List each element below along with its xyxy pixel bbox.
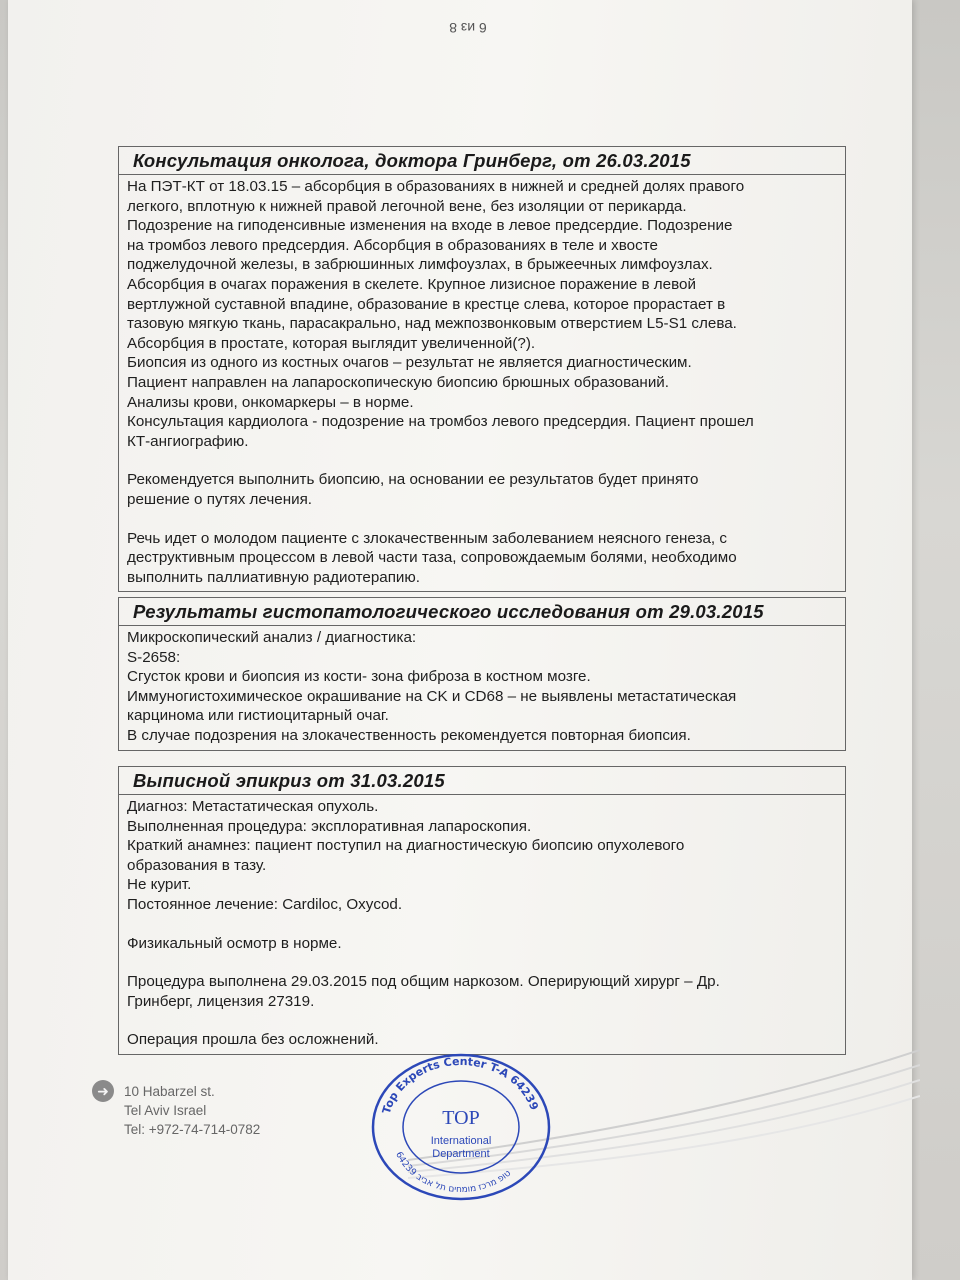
text-line: Абсорбция в простате, которая выглядит увеличенной(?).: [127, 334, 536, 352]
text-line: образования в тазу.: [127, 856, 267, 874]
text-line: Операция прошла без осложнений.: [127, 1031, 379, 1049]
stamp-ring-text: Top Experts Center T-A 64239: [379, 1054, 541, 1116]
text-line: карцинома или гистиоцитарный очаг.: [127, 707, 389, 725]
blank-line: [127, 915, 839, 934]
text-line: Краткий анамнез: пациент поступил на диагностическую биопсию опухолевого: [127, 837, 685, 855]
section-body: [119, 795, 845, 1054]
text-line: выполнить паллиативную радиотерапию.: [127, 568, 421, 586]
text-line: Консультация кардиолога - подозрение на тромбоз левого предсердия. Пациент прошел: [127, 413, 754, 431]
text-line: тазовую мягкую ткань, парасакрально, над межпозвонковым отверстием L5-S1 слева.: [127, 315, 737, 333]
location-arrow-icon: ➜: [92, 1080, 114, 1102]
section-title: Результаты гистопатологического исследования от 29.03.2015: [119, 598, 845, 626]
text-line: Абсорбция в очагах поражения в скелете. Крупное лизисное поражение в левой: [127, 275, 696, 293]
text-line: Сгусток крови и биопсия из кости- зона фиброза в костном мозге.: [127, 668, 591, 686]
text-line: Физикальный осмотр в норме.: [127, 934, 342, 952]
section-oncology-consultation: [118, 146, 846, 592]
section-body: [119, 175, 845, 591]
text-line: Анализы крови, онкомаркеры – в норме.: [127, 393, 414, 411]
text-line: деструктивным процессом в левой части таза, сопровождаемым болями, необходимо: [127, 549, 737, 567]
blank-line: [127, 953, 839, 972]
document-page: [8, 0, 912, 1280]
text-line: Диагноз: Метастатическая опухоль.: [127, 798, 379, 815]
footer-phone: Tel: +972-74-714-0782: [124, 1122, 261, 1137]
text-line: Не курит.: [127, 876, 192, 894]
page-number: 6 из 8: [449, 20, 487, 36]
text-line: Процедура выполнена 29.03.2015 под общим наркозом. Оперирующий хирург – Др.: [127, 973, 720, 991]
section-title: Консультация онколога, доктора Гринберг, от 26.03.2015: [119, 147, 845, 175]
footer-city: Tel Aviv Israel: [124, 1103, 207, 1118]
text-line: Постоянное лечение: Cardiloc, Oxycod.: [127, 895, 403, 913]
section-discharge-summary: [118, 766, 846, 1055]
text-line: Пациент направлен на лапароскопическую биопсию брюшных образований.: [127, 373, 670, 391]
blank-line: [127, 510, 839, 529]
stamp-line2: Department: [432, 1148, 490, 1160]
text-line: КТ-ангиографию.: [127, 432, 249, 450]
section-histopathology: [118, 597, 846, 751]
text-line: вертлужной суставной впадине, образование в крестце слева, которое прорастает в: [127, 295, 726, 313]
text-line: Иммуногистохимическое окрашивание на CK и CD68 – не выявлены метастатическая: [127, 687, 737, 705]
text-line: Речь идет о молодом пациенте с злокачественным заболеванием неясного генеза, с: [127, 529, 727, 547]
text-line: Микроскопический анализ / диагностика:: [127, 629, 417, 646]
stamp-logo: TOP: [442, 1107, 480, 1129]
stamp-ring-text-bottom: טופ מרכז מומחים תל אביב 64239: [393, 1150, 514, 1196]
text-line: S-2658:: [127, 648, 181, 666]
text-line: на тромбоз левого предсердия. Абсорбция в образованиях в теле и хвосте: [127, 236, 658, 254]
blank-line: [127, 451, 839, 470]
section-body: [119, 626, 845, 750]
text-line: В случае подозрения на злокачественность рекомендуется повторная биопсия.: [127, 726, 691, 744]
text-line: поджелудочной железы, в забрюшинных лимфоузлах, в брыжеечных лимфоузлах.: [127, 256, 713, 274]
stamp-line1: International: [430, 1135, 492, 1147]
text-line: Гринберг, лицензия 27319.: [127, 992, 315, 1010]
text-line: Рекомендуется выполнить биопсию, на основании ее результатов будет принято: [127, 471, 699, 489]
text-line: легкого, вплотную к нижней правой легочной вене, без изоляции от перикарда.: [127, 197, 687, 215]
text-line: Биопсия из одного из костных очагов – результат не является диагностическим.: [127, 354, 692, 372]
footer-street: 10 Habarzel st.: [124, 1084, 215, 1099]
text-line: Подозрение на гиподенсивные изменения на входе в левое предсердие. Подозрение: [127, 217, 733, 235]
section-title: Выписной эпикриз от 31.03.2015: [119, 767, 845, 795]
footer-address: [124, 1082, 260, 1139]
text-line: На ПЭТ-КТ от 18.03.15 – абсорбция в образованиях в нижней и средней долях правого: [127, 178, 745, 195]
blank-line: [127, 1011, 839, 1030]
clinic-stamp: [366, 1052, 556, 1202]
text-line: Выполненная процедура: эксплоративная лапароскопия.: [127, 817, 532, 835]
text-line: решение о путях лечения.: [127, 490, 313, 508]
